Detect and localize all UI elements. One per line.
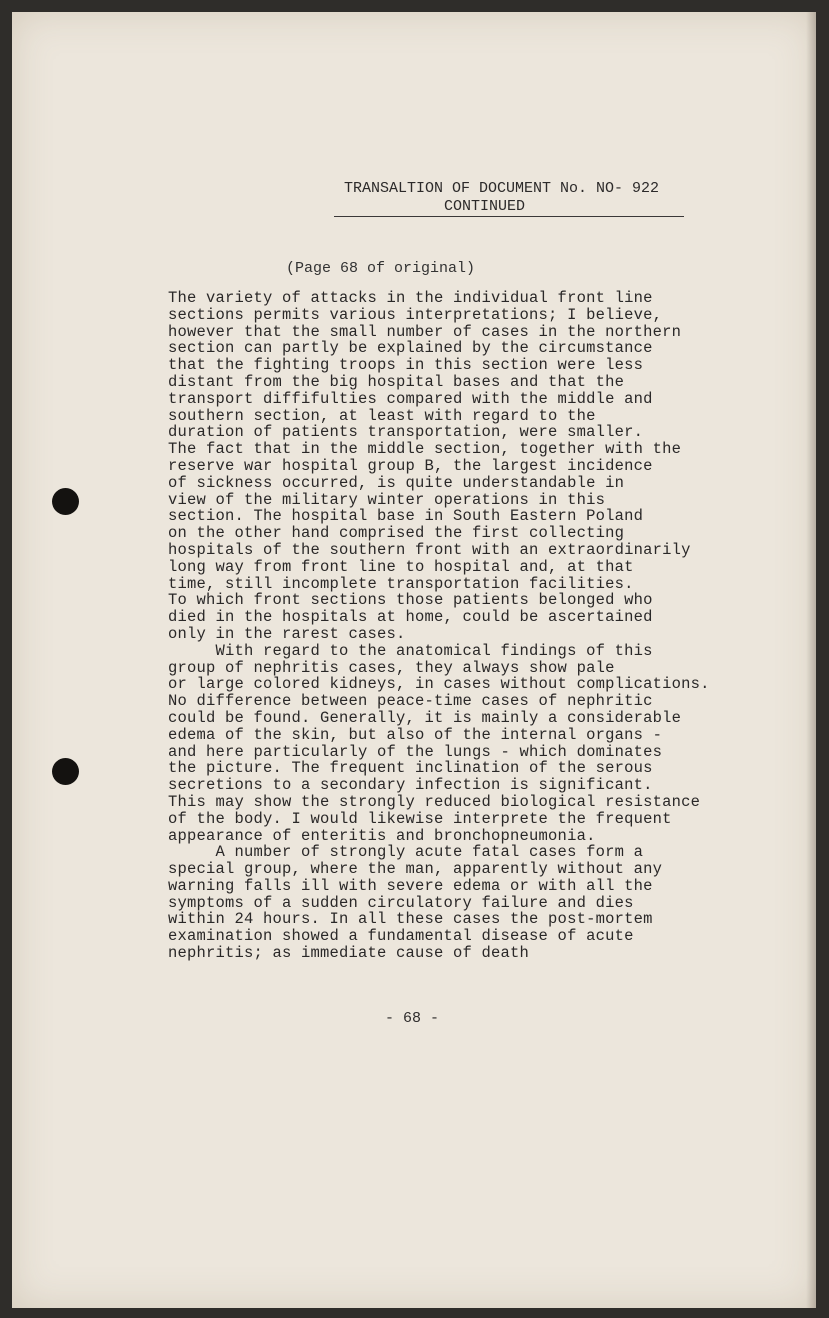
text-line: on the other hand comprised the first collecting bbox=[168, 524, 625, 543]
document-header bbox=[344, 180, 684, 217]
text-line: only in the rarest cases. bbox=[168, 624, 406, 643]
text-line: of the body. I would likewise interprete the frequent bbox=[168, 809, 672, 828]
text-line: nephritis; as immediate cause of death bbox=[168, 944, 530, 963]
text-line: that the fighting troops in this section were less bbox=[168, 356, 644, 375]
text-line: died in the hospitals at home, could be ascertained bbox=[168, 608, 653, 627]
text-line: and here particularly of the lungs - which dominates bbox=[168, 742, 663, 761]
text-line: With regard to the anatomical findings of this bbox=[168, 641, 653, 660]
text-line: A number of strongly acute fatal cases form a bbox=[168, 843, 644, 862]
text-line: warning falls ill with severe edema or with all the bbox=[168, 876, 653, 895]
text-line: hospitals of the southern front with an extraordinarily bbox=[168, 540, 691, 559]
text-line: symptoms of a sudden circulatory failure and dies bbox=[168, 893, 634, 912]
text-line: long way from front line to hospital and, at that bbox=[168, 557, 634, 576]
text-line: sections permits various interpretations; I believe, bbox=[168, 305, 663, 324]
text-line: time, still incomplete transportation facilities. bbox=[168, 574, 634, 593]
text-line: duration of patients transportation, were smaller. bbox=[168, 423, 644, 442]
text-line: the picture. The frequent inclination of the serous bbox=[168, 759, 653, 778]
text-line: group of nephritis cases, they always show pale bbox=[168, 658, 615, 677]
page-number: - 68 - bbox=[385, 1010, 440, 1027]
text-line: appearance of enteritis and bronchopneumonia. bbox=[168, 826, 596, 845]
text-line: of sickness occurred, is quite understandable in bbox=[168, 473, 625, 492]
text-line: section can partly be explained by the circumstance bbox=[168, 339, 653, 358]
text-line: This may show the strongly reduced biological resistance bbox=[168, 792, 701, 811]
original-page-reference: (Page 68 of original) bbox=[286, 260, 476, 277]
text-line: or large colored kidneys, in cases without complications. bbox=[168, 675, 710, 694]
text-line: reserve war hospital group B, the largest incidence bbox=[168, 456, 653, 475]
text-line: The fact that in the middle section, together with the bbox=[168, 440, 682, 459]
text-line: within 24 hours. In all these cases the post-mortem bbox=[168, 910, 653, 929]
text-line: secretions to a secondary infection is significant. bbox=[168, 776, 653, 795]
text-line: could be found. Generally, it is mainly a considerable bbox=[168, 708, 682, 727]
text-line: No difference between peace-time cases of nephritic bbox=[168, 692, 653, 711]
text-line: section. The hospital base in South Eastern Poland bbox=[168, 507, 644, 526]
text-line: edema of the skin, but also of the internal organs - bbox=[168, 725, 663, 744]
text-line: view of the military winter operations in this bbox=[168, 490, 606, 509]
document-body bbox=[168, 290, 768, 962]
text-line: To which front sections those patients belonged who bbox=[168, 591, 653, 610]
text-line: The variety of attacks in the individual front line bbox=[168, 289, 653, 307]
text-line: transport diffifulties compared with the middle and bbox=[168, 389, 653, 408]
text-line: examination showed a fundamental disease of acute bbox=[168, 927, 634, 946]
text-line: distant from the big hospital bases and that the bbox=[168, 372, 625, 391]
document-title: TRANSALTION OF DOCUMENT No. NO- 922 bbox=[344, 180, 660, 197]
text-line: southern section, at least with regard to the bbox=[168, 406, 596, 425]
text-line: however that the small number of cases in the northern bbox=[168, 322, 682, 341]
page-edge-shadow bbox=[806, 12, 816, 1308]
punch-hole-bottom bbox=[52, 758, 79, 785]
punch-hole-top bbox=[52, 488, 79, 515]
text-line: special group, where the man, apparently without any bbox=[168, 860, 663, 879]
document-subtitle: CONTINUED bbox=[334, 198, 684, 217]
